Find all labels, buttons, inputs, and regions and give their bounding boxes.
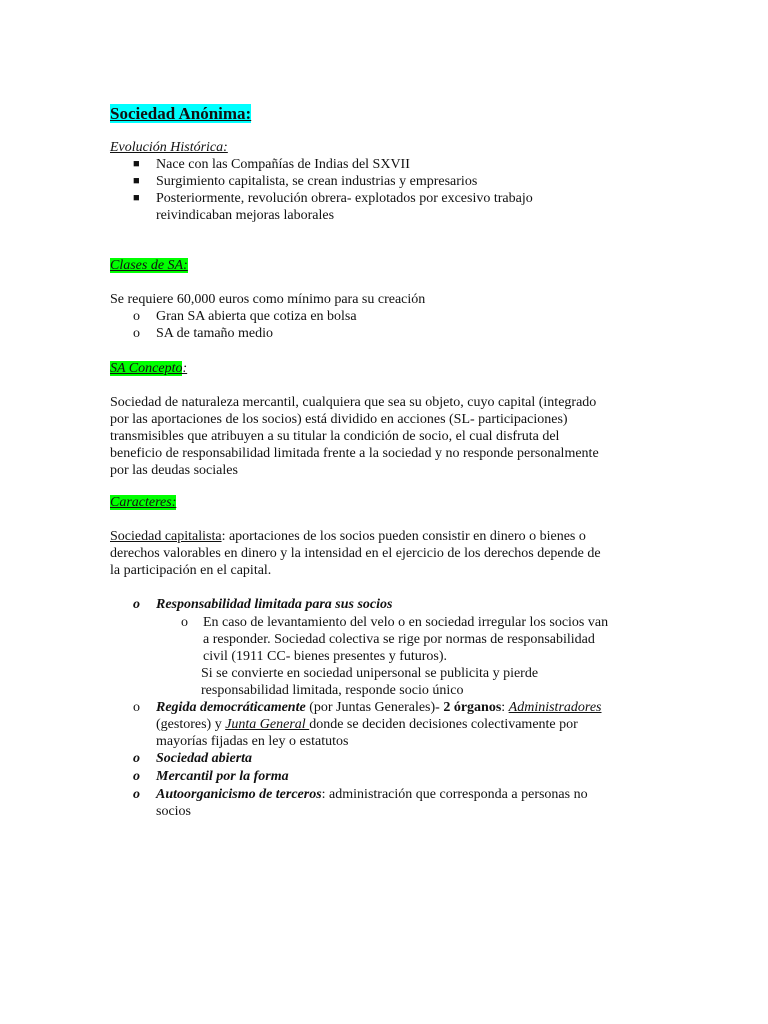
clases-item: Gran SA abierta que cotiza en bolsa [156, 309, 357, 324]
regida-line [156, 699, 602, 716]
responsabilidad-extra-line: responsabilidad limitada, responde socio único [201, 683, 464, 698]
concepto-heading [110, 360, 187, 377]
concepto-line: transmisibles que atribuyen a su titular la condición de socio, el cual disfruta del [110, 429, 560, 444]
responsabilidad-extra-line: Si se convierte en sociedad unipersonal se publicita y pierde [201, 666, 539, 681]
caracteres-heading [110, 494, 176, 511]
responsabilidad-label: Responsabilidad limitada para sus socios [156, 597, 393, 612]
regida-line2-pre: (gestores) y [156, 717, 226, 732]
circle-bullet-icon: o [133, 769, 140, 784]
circle-bullet-icon: o [181, 615, 188, 630]
square-bullet-icon: ■ [133, 192, 140, 204]
circle-bullet-icon: o [133, 700, 140, 715]
concepto-line: por las aportaciones de los socios) está dividido en acciones (SL- participaciones) [110, 412, 568, 427]
regida-line2-post: donde se deciden decisiones colectivamente por [309, 717, 578, 732]
junta-general-term: Junta General [225, 717, 310, 732]
circle-bullet-icon: o [133, 597, 140, 612]
capitalista-text: : aportaciones de los socios pueden consistir en dinero o bienes o [221, 529, 586, 544]
clases-item: SA de tamaño medio [156, 326, 274, 341]
capitalista-line: la participación en el capital. [110, 563, 272, 578]
autoorganicismo-text: : administración que corresponda a personas no [321, 787, 588, 802]
capitalista-line: derechos valorables en dinero y la intensidad en el ejercicio de los derechos depende de [110, 546, 601, 561]
regida-label: Regida democráticamente [156, 700, 306, 715]
autoorganicismo-label: Autoorganicismo de terceros [156, 787, 322, 802]
mercantil-label: Mercantil por la forma [156, 769, 289, 784]
evolucion-item: Posteriormente, revolución obrera- explotados por excesivo trabajo [156, 191, 533, 206]
circle-bullet-icon: o [133, 751, 140, 766]
square-bullet-icon: ■ [133, 175, 140, 187]
concepto-heading-colon: : [182, 361, 188, 376]
concepto-line: por las deudas sociales [110, 463, 238, 478]
concepto-line: Sociedad de naturaleza mercantil, cualquiera que sea su objeto, cuyo capital (integrado [110, 395, 597, 410]
concepto-line: beneficio de responsabilidad limitada frente a la sociedad y no responde personalmente [110, 446, 599, 461]
organos-label: 2 órganos [443, 700, 502, 715]
circle-bullet-icon: o [133, 309, 140, 324]
capitalista-term: Sociedad capitalista [110, 529, 222, 544]
capitalista-line [110, 528, 586, 545]
evolucion-item-continued: reivindicaban mejoras laborales [156, 208, 335, 223]
document-title [110, 104, 251, 124]
evolucion-item: Surgimiento capitalista, se crean industrias y empresarios [156, 174, 478, 189]
responsabilidad-sub-line: civil (1911 CC- bienes presentes y futuros). [203, 649, 448, 664]
caracteres-heading-text: Caracteres: [110, 495, 177, 510]
evolucion-heading: Evolución Histórica: [110, 140, 228, 155]
responsabilidad-sub-line: a responder. Sociedad colectiva se rige por normas de responsabilidad [203, 632, 595, 647]
autoorganicismo-line [156, 786, 588, 803]
regida-line [156, 716, 578, 733]
administradores-term: Administradores [508, 700, 602, 715]
regida-text: (por Juntas Generales)- [305, 700, 444, 715]
square-bullet-icon: ■ [133, 158, 140, 170]
circle-bullet-icon: o [133, 787, 140, 802]
regida-colon: : [501, 700, 509, 715]
clases-heading [110, 257, 188, 274]
circle-bullet-icon: o [133, 326, 140, 341]
regida-line: mayorías fijadas en ley o estatutos [156, 734, 349, 749]
responsabilidad-sub-line: En caso de levantamiento del velo o en sociedad irregular los socios van [203, 615, 609, 630]
document-title-text: Sociedad Anónima: [110, 104, 252, 123]
evolucion-item: Nace con las Compañías de Indias del SXVII [156, 157, 410, 172]
clases-heading-text: Clases de SA: [110, 258, 188, 273]
sociedad-abierta-label: Sociedad abierta [156, 751, 253, 766]
autoorganicismo-line: socios [156, 804, 191, 819]
concepto-heading-text: SA Concepto [110, 361, 183, 376]
clases-intro: Se requiere 60,000 euros como mínimo para su creación [110, 292, 426, 307]
